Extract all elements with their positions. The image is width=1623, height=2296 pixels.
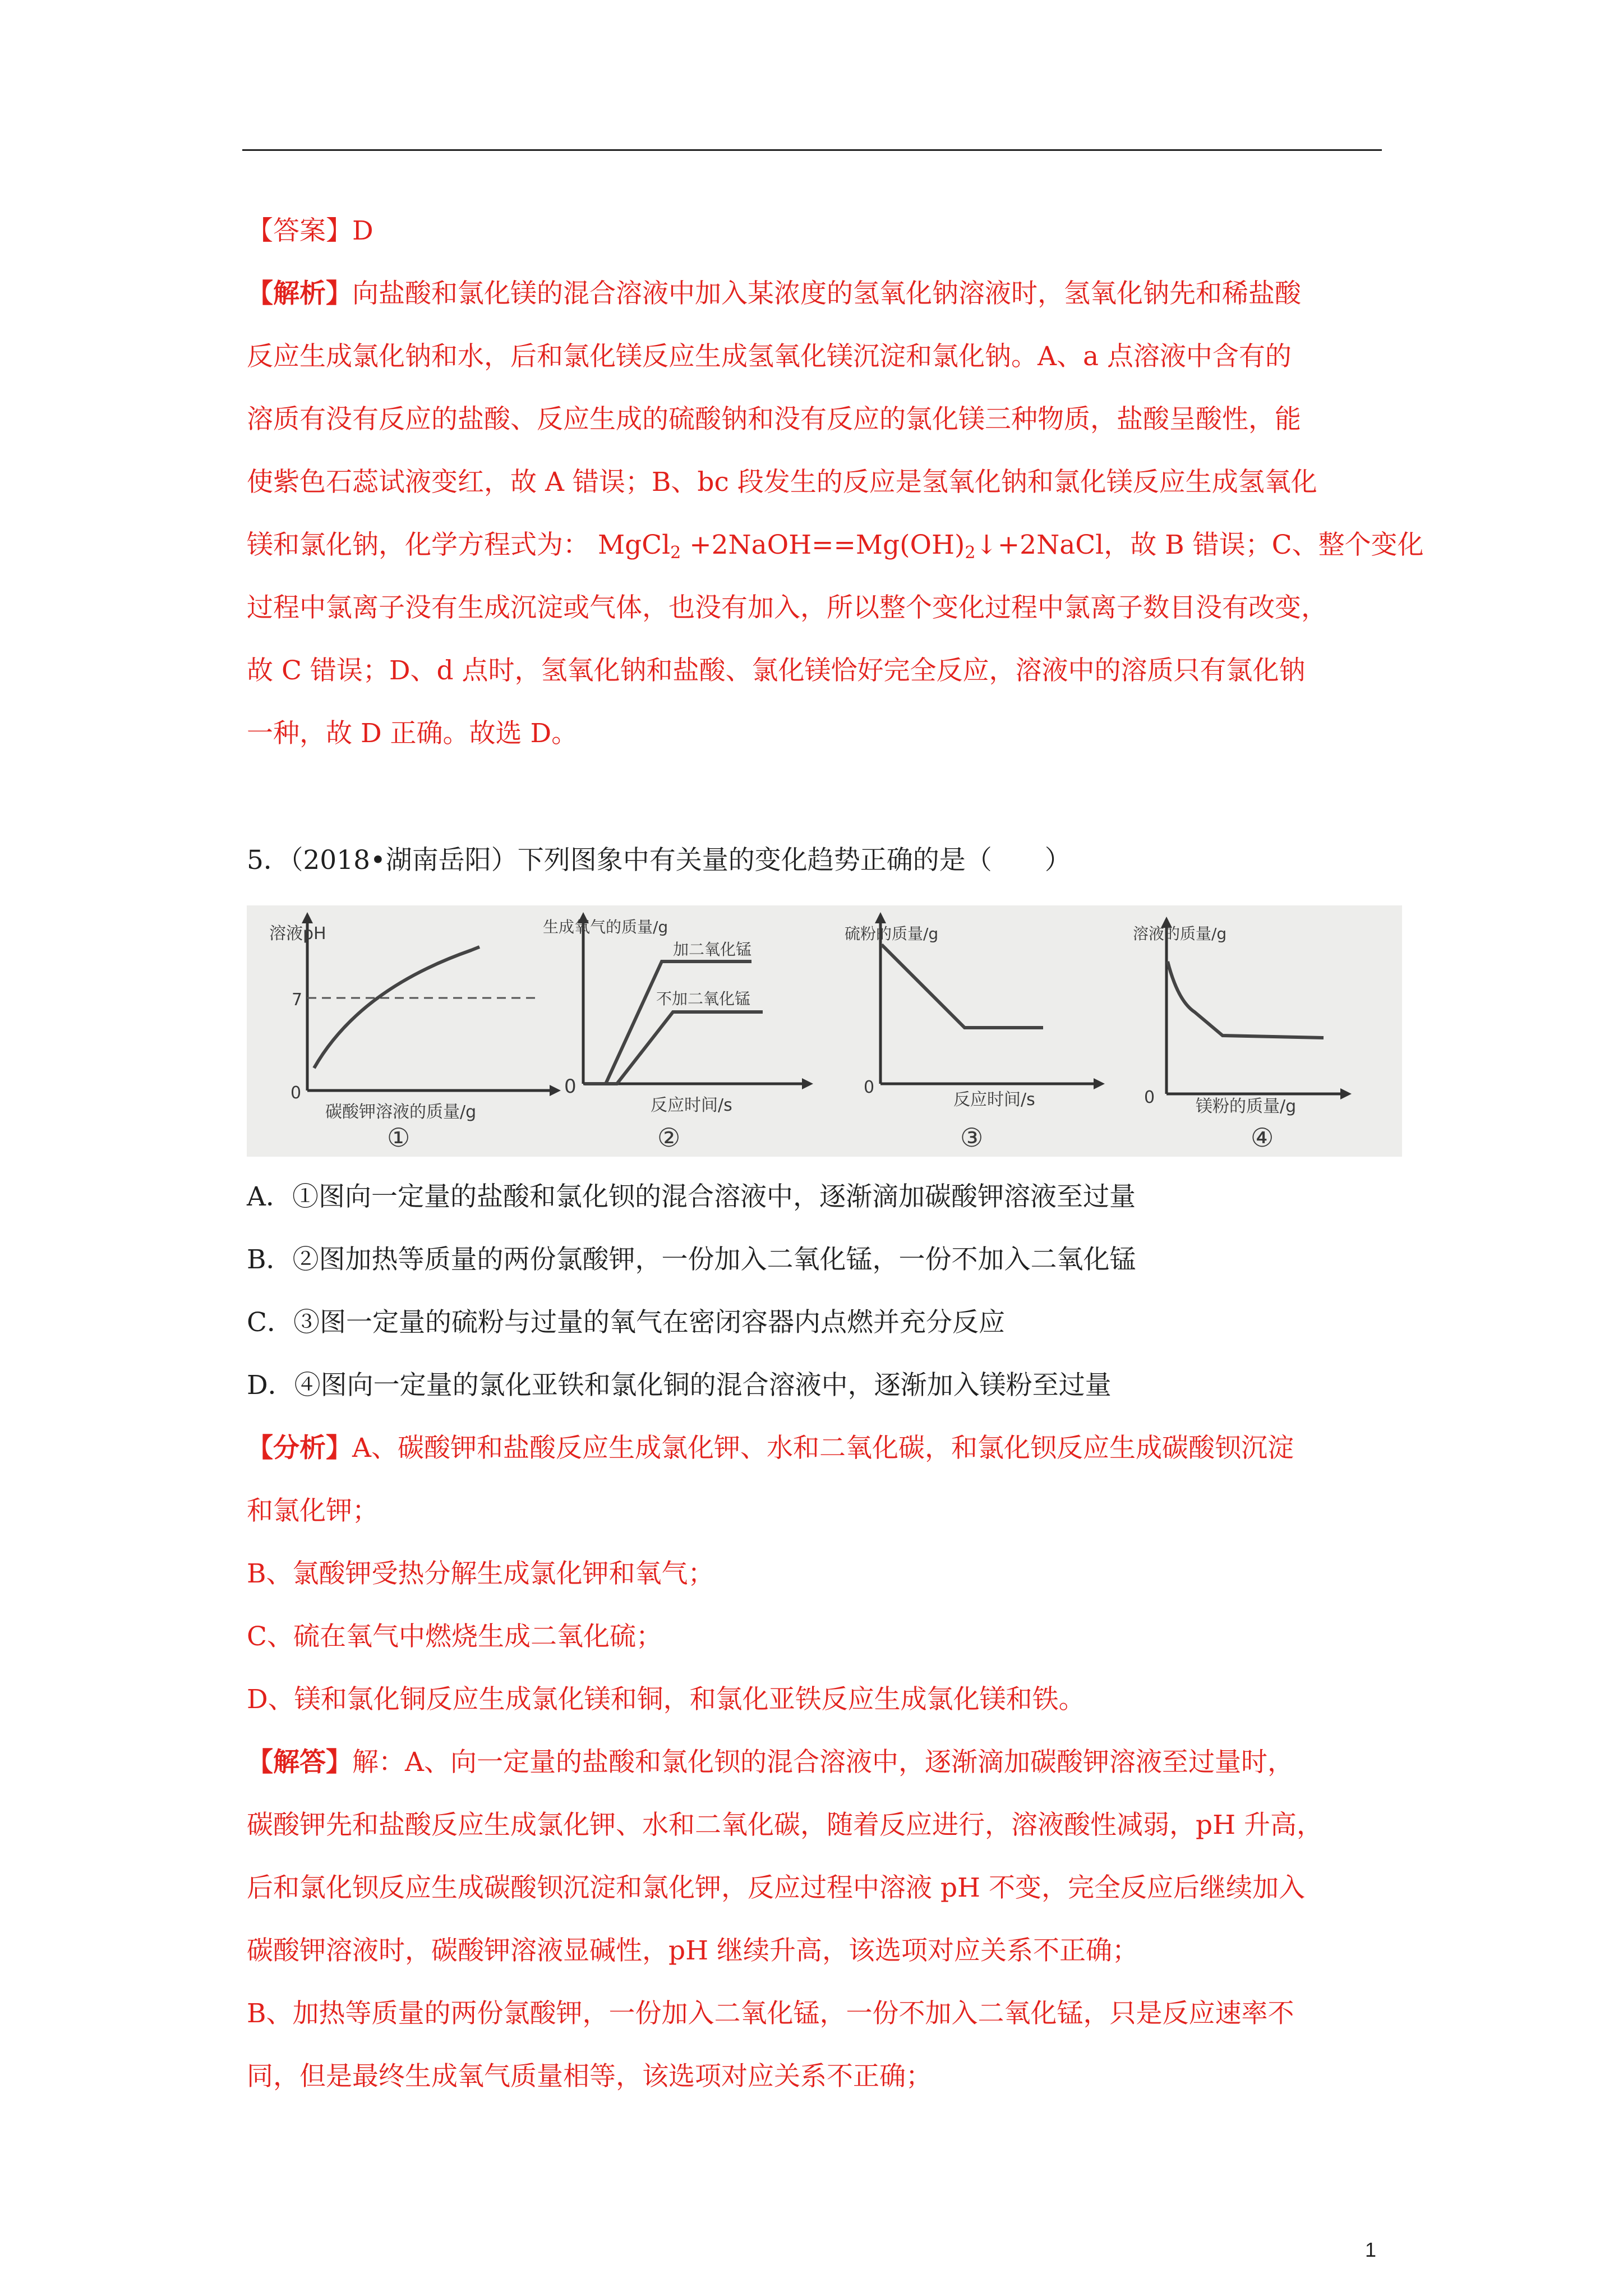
header-rule (242, 149, 1382, 151)
graph-1-xlabel: 碳酸钾溶液的质量/g (325, 1102, 477, 1122)
analysis-line-2: 反应生成氯化钠和水，后和氯化镁反应生成氢氧化镁沉淀和氯化钠。A、a 点溶液中含有的 (247, 341, 1292, 372)
graph-4-number: ④ (1251, 1122, 1274, 1153)
jieda-line-4: 碳酸钾溶液时，碳酸钾溶液显碱性，pH 继续升高，该选项对应关系不正确； (247, 1935, 1139, 1966)
option-d: D．④图向一定量的氯化亚铁和氯化铜的混合溶液中，逐渐加入镁粉至过量 (247, 1370, 1112, 1401)
answer-line (247, 214, 374, 248)
analysis-label: 【解析】 (247, 278, 352, 309)
analysis-line-8: 一种，故 D 正确。故选 D。 (247, 718, 578, 749)
analysis-line-1: 【解析】向盐酸和氯化镁的混合溶液中加入某浓度的氢氧化钠溶液时，氢氧化钠先和稀盐酸 (247, 278, 1301, 309)
question-figure (247, 905, 1402, 1157)
fenxi-line-1: 【分析】A、碳酸钾和盐酸反应生成氯化钾、水和二氧化碳，和氯化钡反应生成碳酸钡沉淀 (247, 1433, 1294, 1464)
analysis-line-4: 使紫色石蕊试液变红，故 A 错误；B、bc 段发生的反应是氢氧化钠和氯化镁反应生成氢氧化 (247, 467, 1317, 498)
graph-3-xlabel: 反应时间/s (953, 1090, 1035, 1110)
fenxi-label: 【分析】 (247, 1433, 352, 1464)
graph-2-ylabel: 生成氧气的质量/g (543, 918, 668, 936)
option-a: A．①图向一定量的盐酸和氯化钡的混合溶液中，逐渐滴加碳酸钾溶液至过量 (247, 1181, 1136, 1212)
question-stem: 5．（2018•湖南岳阳）下列图象中有关量的变化趋势正确的是（ ） (247, 845, 1071, 876)
page-number: 1 (1365, 2238, 1377, 2261)
graph-4-xlabel: 镁粉的质量/g (1196, 1097, 1297, 1116)
fenxi-line-4: C、硫在氧气中燃烧生成二氧化硫； (247, 1621, 662, 1652)
jieda-line-5: B、加热等质量的两份氯酸钾，一份加入二氧化锰，一份不加入二氧化锰，只是反应速率不 (247, 1998, 1294, 2029)
analysis-line-5: 镁和氯化钠，化学方程式为： MgCl$_2$ $+2NaOH==Mg(OH)_2↓+2NaCl$，故 B 错误；C、整个变化 (247, 530, 1424, 563)
analysis-line-6: 过程中氯离子没有生成沉淀或气体，也没有加入，所以整个变化过程中氯离子数目没有改变， (247, 592, 1327, 623)
graph-4-ylabel: 溶液的质量/g (1133, 924, 1227, 943)
graph-1-tick-7: 7 (292, 990, 303, 1010)
fenxi-line-2: 和氯化钾； (247, 1496, 379, 1526)
graph-2-origin: 0 (564, 1075, 577, 1098)
graph-3-origin: 0 (864, 1078, 875, 1097)
graph-1-number: ① (387, 1122, 411, 1153)
jieda-label: 【解答】 (247, 1747, 352, 1778)
jieda-line-2: 碳酸钾先和盐酸反应生成氯化钾、水和二氧化碳，随着反应进行，溶液酸性减弱，pH 升高， (247, 1810, 1324, 1841)
graph-2-xlabel: 反应时间/s (651, 1096, 732, 1115)
graph-4-origin: 0 (1144, 1088, 1155, 1107)
answer-value: D (352, 215, 374, 246)
analysis-line-3: 溶质有没有反应的盐酸、反应生成的硫酸钠和没有反应的氯化镁三种物质，盐酸呈酸性，能 (247, 404, 1301, 435)
option-b: B．②图加热等质量的两份氯酸钾，一份加入二氧化锰，一份不加入二氧化锰 (247, 1244, 1136, 1275)
fenxi-line-3: B、氯酸钾受热分解生成氯化钾和氧气； (247, 1558, 714, 1589)
graph-3-number: ③ (960, 1122, 984, 1153)
graph-2-number: ② (657, 1122, 681, 1153)
graph-2 (543, 912, 813, 1153)
graph-3-ylabel: 硫粉的质量/g (845, 924, 939, 943)
graph-1-ylabel: 溶液pH (269, 924, 326, 944)
fenxi-line-5: D、镁和氯化铜反应生成氯化镁和铜，和氯化亚铁反应生成氯化镁和铁。 (247, 1684, 1085, 1715)
jieda-line-1: 【解答】解：A、向一定量的盐酸和氯化钡的混合溶液中，逐渐滴加碳酸钾溶液至过量时， (247, 1747, 1294, 1778)
graph-2-label-lower: 不加二氧化锰 (656, 990, 751, 1008)
answer-label: 【答案】 (247, 215, 352, 246)
graph-2-label-upper: 加二氧化锰 (673, 940, 752, 959)
graph-1-origin: 0 (291, 1083, 302, 1103)
graph-3 (845, 912, 1105, 1153)
jieda-line-6: 同，但是最终生成氧气质量相等，该选项对应关系不正确； (247, 2061, 932, 2092)
graph-1 (269, 912, 561, 1153)
option-c: C．③图一定量的硫粉与过量的氧气在密闭容器内点燃并充分反应 (247, 1307, 1005, 1338)
graph-4 (1133, 917, 1352, 1153)
jieda-line-3: 后和氯化钡反应生成碳酸钡沉淀和氯化钾，反应过程中溶液 pH 不变，完全反应后继续加入 (247, 1872, 1305, 1903)
analysis-line-7: 故 C 错误；D、d 点时，氢氧化钠和盐酸、氯化镁恰好完全反应，溶液中的溶质只有氯化钠 (247, 655, 1306, 686)
